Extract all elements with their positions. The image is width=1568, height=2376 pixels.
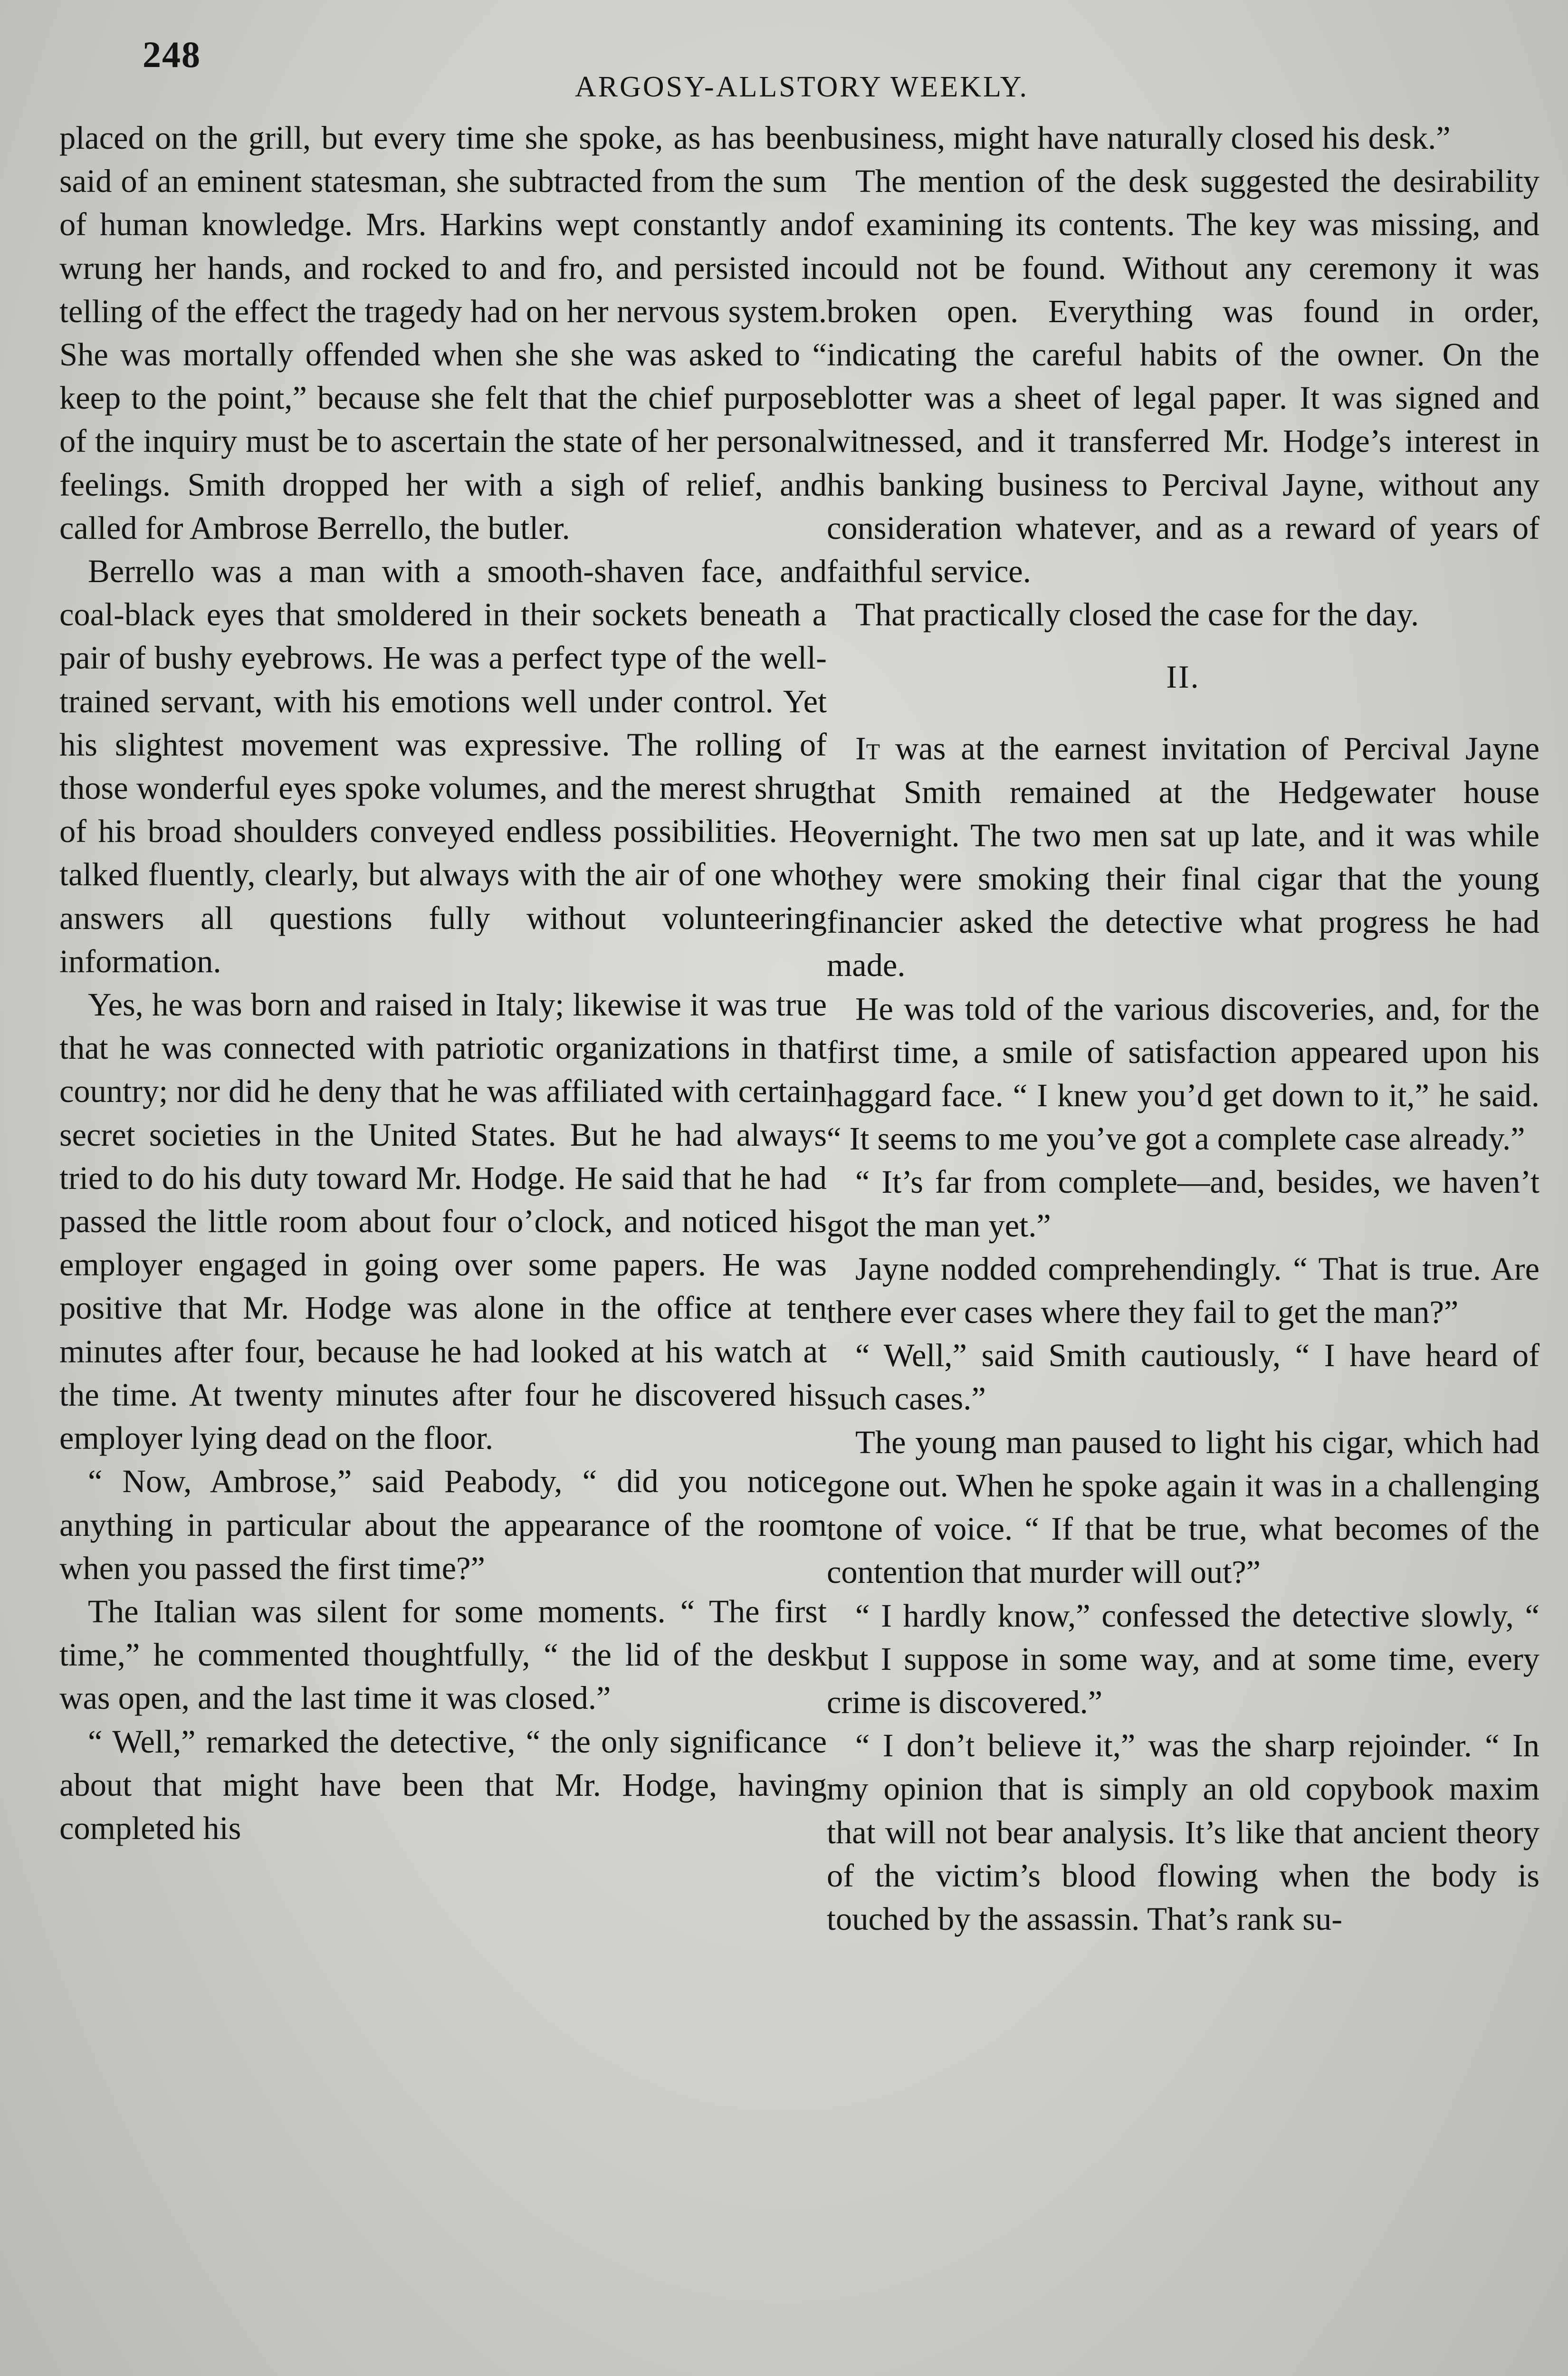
left-paragraph-2: Berrello was a man with a smooth-shaven face, and coal-black eyes that smoldered in their sockets beneath a pair of bushy eyebrows. He was a perfect type of the well-trained servant, with his emotions well under control. Yet his slightest movement was expressive. The rolling of those wonderful eyes spoke volumes, and the merest shrug of his broad shoulders conveyed endless possibilities. He talked fluently, clearly, but always with the air of one who answers all questions fully without volunteering information. <box>59 553 827 979</box>
running-head: ARGOSY-ALLSTORY WEEKLY. <box>575 71 1029 103</box>
right-paragraph-3: That practically closed the case for the day. <box>855 596 1419 633</box>
right-column <box>827 116 1539 1941</box>
right-paragraph-9: The young man paused to light his cigar, which had gone out. When he spoke again it was in a challenging tone of voice. “ If that be true, what becomes of the contention that murder will out?” <box>827 1424 1539 1590</box>
left-column <box>59 116 827 1850</box>
right-paragraph-8: “ Well,” said Smith cautiously, “ I have heard of such cases.” <box>827 1337 1539 1417</box>
page-number: 248 <box>143 34 201 75</box>
right-paragraph-5: He was told of the various discoveries, and, for the first time, a smile of satisfaction appeared upon his haggard face. “ I knew you’d get down to it,” he said. “ It seems to me you’ve got a complete case already.” <box>827 990 1539 1157</box>
right-paragraph-4 <box>827 727 1539 987</box>
right-paragraph-7: Jayne nodded comprehendingly. “ That is true. Are there ever cases where they fail to get the man?” <box>827 1250 1539 1331</box>
right-paragraph-6: “ It’s far from complete—and, besides, we haven’t got the man yet.” <box>827 1164 1539 1244</box>
left-paragraph-3: Yes, he was born and raised in Italy; likewise it was true that he was connected with patriotic organizations in that country; nor did he deny that he was affiliated with certain secret societies in the United States. But he had always tried to do his duty toward Mr. Hodge. He said that he had passed the little room about four o’clock, and noticed his employer engaged in going over some papers. He was positive that Mr. Hodge was alone in the office at ten minutes after four, because he had looked at his watch at the time. At twenty minutes after four he discovered his employer lying dead on the floor. <box>59 987 827 1456</box>
right-paragraph-2: The mention of the desk suggested the desirability of examining its contents. The key was missing, and could not be found. Without any ceremony it was broken open. Everything was found in order, indicating the careful habits of the owner. On the blotter was a sheet of legal paper. It was signed and witnessed, and it transferred Mr. Hodge’s interest in his banking business to Percival Jayne, without any consideration whatever, and as a reward of years of faithful service. <box>827 163 1539 590</box>
section-heading: II. <box>1166 659 1200 695</box>
right-paragraph-11: “ I don’t believe it,” was the sharp rejoinder. “ In my opinion that is simply an old copybook maxim that will not bear analysis. It’s like that ancient theory of the victim’s blood flowing when the body is touched by the assassin. That’s rank su- <box>827 1727 1539 1937</box>
left-paragraph-5: The Italian was silent for some moments. “ The first time,” he commented thoughtfully, “ the lid of the desk was open, and the last time it was closed.” <box>59 1593 827 1716</box>
right-paragraph-4-text: was at the earnest invitation of Percival Jayne that Smith remained at the Hedgewater house overnight. The two men sat up late, and it was while they were smoking their final cigar that the young financier asked the detective what progress he had made. <box>827 730 1539 984</box>
right-paragraph-10: “ I hardly know,” confessed the detective slowly, “ but I suppose in some way, and at some time, every crime is discovered.” <box>827 1597 1539 1720</box>
left-paragraph-4: “ Now, Ambrose,” said Peabody, “ did you notice anything in particular about the appearance of the room when you passed the first time?” <box>59 1463 827 1586</box>
drop-cap-word: It <box>855 730 880 767</box>
right-paragraph-1: business, might have naturally closed his desk.” <box>827 120 1451 156</box>
left-paragraph-1: placed on the grill, but every time she spoke, as has been said of an eminent statesman, she subtracted from the sum of human knowledge. Mrs. Harkins wept constantly and wrung her hands, and rocked to and fro, and persisted in telling of the effect the tragedy had on her nervous system. She was mortally offended when she she was asked to “ keep to the point,” because she felt that the chief purpose of the inquiry must be to ascertain the state of her personal feelings. Smith dropped her with a sigh of relief, and called for Ambrose Berrello, the butler. <box>59 120 827 546</box>
left-paragraph-6: “ Well,” remarked the detective, “ the only significance about that might have been that Mr. Hodge, having completed his <box>59 1723 827 1846</box>
